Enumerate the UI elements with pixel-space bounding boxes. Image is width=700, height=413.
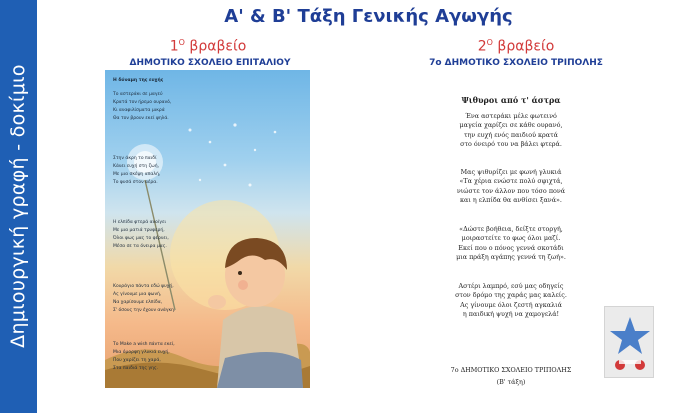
stanza: [396, 282, 626, 320]
poster-poem-line: Η ελπίδα φτερά ανοίγει: [113, 220, 167, 225]
poster-poem-title: Η δύναμη της ευχής: [113, 78, 164, 83]
poster-poem-line: Ας γίνουμε μια φωνή,: [113, 292, 162, 297]
poem-line: Ένα αστεράκι μέλε φωτεινό: [465, 112, 557, 120]
poster-poem-line: Θα τον βρουν εκεί ψηλά.: [113, 116, 169, 121]
poster-poem-line: Στα παιδιά της γης.: [113, 366, 159, 371]
poster-poem-line: Μια όμορφη γλυκιά ευχή,: [113, 350, 170, 355]
poster-poem-line: Κρατά τον ήρεμο ουρανό,: [113, 100, 172, 105]
poster-poem-line: Σ' όσους την έχουν ανάγκη.: [113, 308, 176, 313]
page-title: Α' & Β' Τάξη Γενικής Αγωγής: [224, 6, 513, 27]
poem-line: μοιραστείτε το φως όλοι μαζί.: [461, 234, 561, 243]
poster-poem-line: Να χαρίσουμε ελπίδα,: [113, 300, 163, 305]
poem-line: Αστέρι λαμπρό, εσύ μας οδηγείς: [458, 282, 564, 290]
poster-poem-line: Το φυσά στον αέρα.: [113, 180, 158, 185]
poster-poem-line: Κι αναφιλίσματα μικρά: [113, 108, 165, 113]
poster-poem-line: Με μια σκέψη απαλή,: [113, 172, 161, 177]
poem-line: «Δώστε βοήθεια, δείξτε στοργή,: [459, 225, 563, 233]
stanza: [396, 168, 626, 206]
poster-poem-line: Το Make a wish πάντα εκεί,: [113, 342, 175, 347]
poem-line: και η ελπίδα θα ανθίσει ξανά».: [460, 196, 562, 205]
poem-line: νιώστε τον άλλον που τόσο πονά: [456, 186, 566, 195]
poster-poem-line: Όλοι φως μας το φέρνει,: [113, 236, 169, 241]
poem-line: Εκεί που ο πόνος γεννά σκοτάδι: [458, 243, 564, 252]
poster-poem-line: Που χαρίζει τη χαρά,: [113, 358, 161, 363]
second-prize-heading: $2^O$ βραβείο: [477, 38, 555, 55]
poster-illustration: [105, 70, 310, 388]
poem-line: στο όνειρό του να βάλει φτερά.: [460, 140, 562, 149]
poem-line: Ας γίνουμε όλοι ζεστή αγκαλιά: [460, 300, 562, 309]
stanza: [396, 112, 626, 150]
winning-poem-title: Ψιθυροι από τ' άστρα: [461, 95, 561, 105]
poster-poem-line: Κουράγιο πάντα εδώ ψυχή,: [113, 284, 174, 289]
poem-line: την ευχή ενός παιδιού κρατά: [464, 130, 558, 139]
poster-poem-line: Μέσα σε τα όνειρα μας.: [113, 244, 167, 249]
poster-poem-line: Με μια ματιά τρυφερή,: [113, 228, 165, 233]
side-label: Δημιουργική γραφή - δοκίμιο: [7, 64, 29, 348]
first-prize-school: ΔΗΜΟΤΙΚΟ ΣΧΟΛΕΙΟ ΕΠΙΤΑΛΙΟΥ: [129, 58, 291, 68]
signature-school: 7ο ΔΗΜΟΤΙΚΟ ΣΧΟΛΕΙΟ ΤΡΙΠΟΛΗΣ: [450, 366, 572, 374]
second-prize-school: 7ο ΔΗΜΟΤΙΚΟ ΣΧΟΛΕΙΟ ΤΡΙΠΟΛΗΣ: [429, 58, 603, 68]
stanza: [396, 225, 626, 263]
signature-class: (Β' τάξη): [496, 378, 526, 386]
first-prize-heading: $1^O$ βραβείο: [169, 38, 247, 55]
poster-poem-line: Στην άκρη το παιδί: [113, 156, 157, 161]
star-logo-icon: [605, 307, 655, 379]
poem-line: στον δρόμο της χαράς μας καλείς.: [455, 291, 567, 300]
poster-poem-line: Κάνει ευχή στη ζωή,: [113, 164, 160, 169]
side-band: [0, 0, 37, 413]
school-logo: [604, 306, 654, 378]
poem-line: μια πράξη αγάπης γεννά τη ζωή».: [456, 253, 566, 262]
poem-line: «Τα χέρια ενώστε πολύ σφιχτά,: [459, 177, 563, 186]
poem-line: Μας ψιθυρίζει με φωνή γλυκιά: [460, 168, 562, 176]
poem-line: η παιδική ψυχή να χαμογελά!: [462, 310, 560, 319]
poster-poem-line: Το αστεράκι σε μαγεύ: [113, 92, 163, 97]
poem-line: μαγεία χαρίζει σε κάθε ουρανό,: [459, 121, 563, 130]
